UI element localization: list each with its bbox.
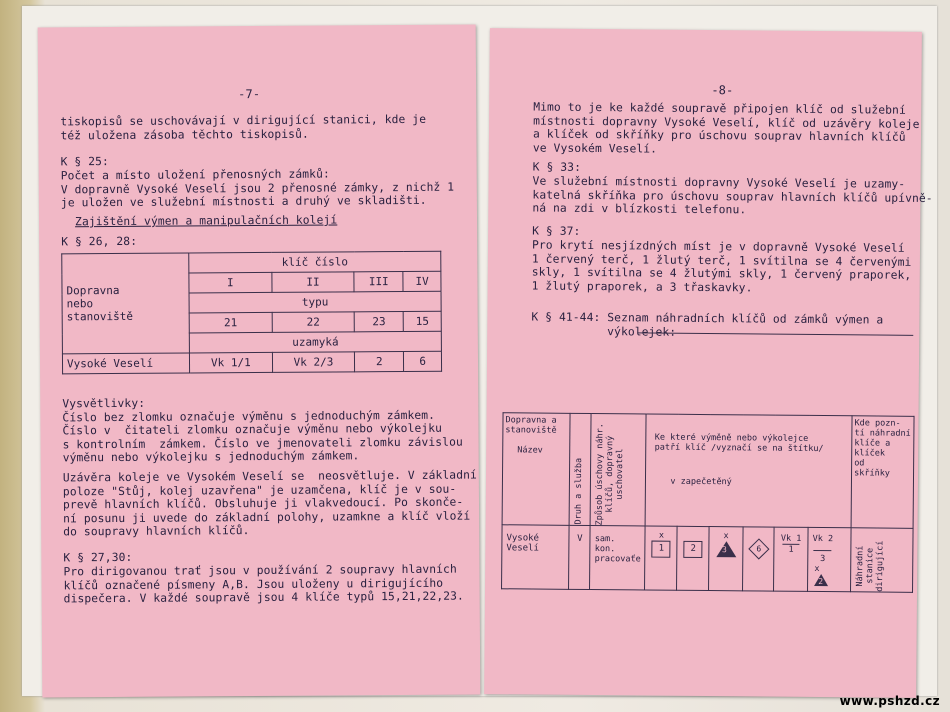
table-cell: 21 <box>189 312 272 333</box>
key-3-triangle-icon: 3 <box>716 541 736 557</box>
right-page <box>484 28 933 698</box>
key-table <box>61 251 442 375</box>
table-cell: 15 <box>403 311 441 331</box>
paragraph: Počet a místo uložení přenosných zámků: V dopravně Vysoké Veselí jsou 2 přenosné zámky, z nichž 1 je uložen ve služební místnosti a druhý ve skladišti. <box>60 167 455 210</box>
page-number: -7- <box>238 86 261 102</box>
table-cell: 1 <box>788 544 794 555</box>
table-header: Ke které výměně nebo výkolejce patří klíč /vyznačí se na štítku/ <box>654 432 824 455</box>
section-title: Zajištění výmen a manipulačních kolejí <box>74 213 338 229</box>
page-number: -8- <box>711 83 734 98</box>
paragraph: tiskopisů se uschovávají v dirigující stanici, kde je též uložena zásoba těchto tiskopisů. <box>60 112 427 142</box>
key-1-box: 1 <box>652 541 671 558</box>
table-cell: 3 <box>820 554 826 565</box>
table-cell: Vk 2/3 <box>272 352 355 373</box>
table-header: Název <box>517 445 543 456</box>
key-2-box: 2 <box>684 541 703 558</box>
paragraph: Uzávěra koleje ve Vysokém Veselí se neosvětluje. V základní poloze "Stůj, kolej uzavřena" je uzamčena, klíč je v sou- prevě hlavních klíčů. Obsluhuje ji vlakvedoucí. Po skonče- ní posunu ji uvede do základní polohy, uzamkne a klíč vloží do soupravy hlavních klíčů. <box>62 468 477 539</box>
table-cell: I <box>189 272 272 293</box>
table-cell: 2 <box>355 351 404 371</box>
key-2-triangle-icon: 2 <box>814 574 828 586</box>
section-heading: K § 25: <box>60 155 109 169</box>
table-cell: Náhradní stanice dirigující <box>855 540 886 592</box>
table-header: klíč číslo <box>189 251 441 273</box>
table-cell: Vysoké Veselí <box>502 525 570 590</box>
table-cell: uzamyká <box>189 331 441 353</box>
paragraph: Pro krytí nesjízdných míst je v dopravně Vysoké Veselí 1 červený terč, 1 žlutý terč, 1 svítilna se 4 červenými skly, 1 svítilna se 4 žlutými skly, 1 červený praporek, 1 žlutý praporek, a 3 třaskavky. <box>531 238 912 295</box>
table-header: Kde pozn- tí náhradní klíče a klíček od skříňky <box>851 416 914 529</box>
paragraph: Mimo to je ke každé soupravě připojen klíč od služební místnosti dopravny Vysoké Veselí, klíč od uzávěry koleje a klíček od skříňky pro úschovu souprav hlavních klíčů ve Vysokém Veselí. <box>532 100 920 156</box>
table-cell: Vysoké Veselí <box>62 353 189 374</box>
key-6-diamond-icon: 6 <box>748 538 769 559</box>
table-header: Způsob úschovy náhr. klíčů, dopravný uschovatel <box>594 422 626 526</box>
table-cell: typu <box>189 291 441 313</box>
table-cell: II <box>272 272 355 293</box>
paragraph: Ve služební místnosti dopravny Vysoké Veselí je uzamy- katelná skříňka pro úschovu souprav hlavních klíčů upívně- ná na zdi v blízkosti telefonu. <box>532 174 933 217</box>
table-cell: 6 <box>404 351 442 371</box>
section-heading: K § 26, 28: <box>61 234 138 249</box>
table-cell: Vk 1/1 <box>189 352 272 373</box>
table-header: v zapečetěný <box>670 476 732 488</box>
left-page <box>38 24 481 697</box>
table-row-header: Dopravna nebo stanoviště <box>62 253 190 354</box>
table-cell: III <box>354 271 403 291</box>
table-cell: Vk 1 <box>780 533 802 544</box>
x-mark: x <box>723 531 729 542</box>
table-cell: Vk 2 <box>812 533 834 545</box>
paragraph: K § 41-44: Seznam náhradních klíčů od zámků výmen a výkolejek: <box>531 310 884 339</box>
table-header: Dopravna a stanoviště <box>505 415 557 436</box>
table-cell: 22 <box>272 312 355 333</box>
table-cell: IV <box>403 271 441 291</box>
section-heading: K § 27,30: <box>63 550 133 565</box>
paragraph: Pro dirigovanou trať jsou v používání 2 soupravy hlavních klíčů označené písmeny A,B. Jsou uloženy u dirigujícího dispečera. V každé soupravě jsou 4 klíče typů 15,21,22,23. <box>63 562 464 606</box>
table-header: Druh a služba <box>573 458 585 525</box>
paragraph: Vysvětlivky: Číslo bez zlomku označuje výměnu s jednoduchým zámkem. Číslo v čitateli zlomku označuje výměnu nebo výkolejku s kontrolním zámkem. Číslo ve jmenovateli zlomku závislou výměnu nebo výkolejku s jednoduchým zámkem. <box>62 396 463 465</box>
table-cell: sam. kon. pracovaťe <box>590 526 646 590</box>
watermark: www.pshzd.cz <box>839 694 940 708</box>
spare-keys-table <box>501 412 915 593</box>
table-cell: 23 <box>354 311 403 331</box>
section-heading: K § 37: <box>532 224 581 238</box>
x-mark: x <box>658 530 665 541</box>
fraction-line <box>814 550 832 551</box>
table-cell: V <box>569 525 591 589</box>
x-mark: x <box>814 563 820 575</box>
section-heading: K § 33: <box>532 160 582 174</box>
